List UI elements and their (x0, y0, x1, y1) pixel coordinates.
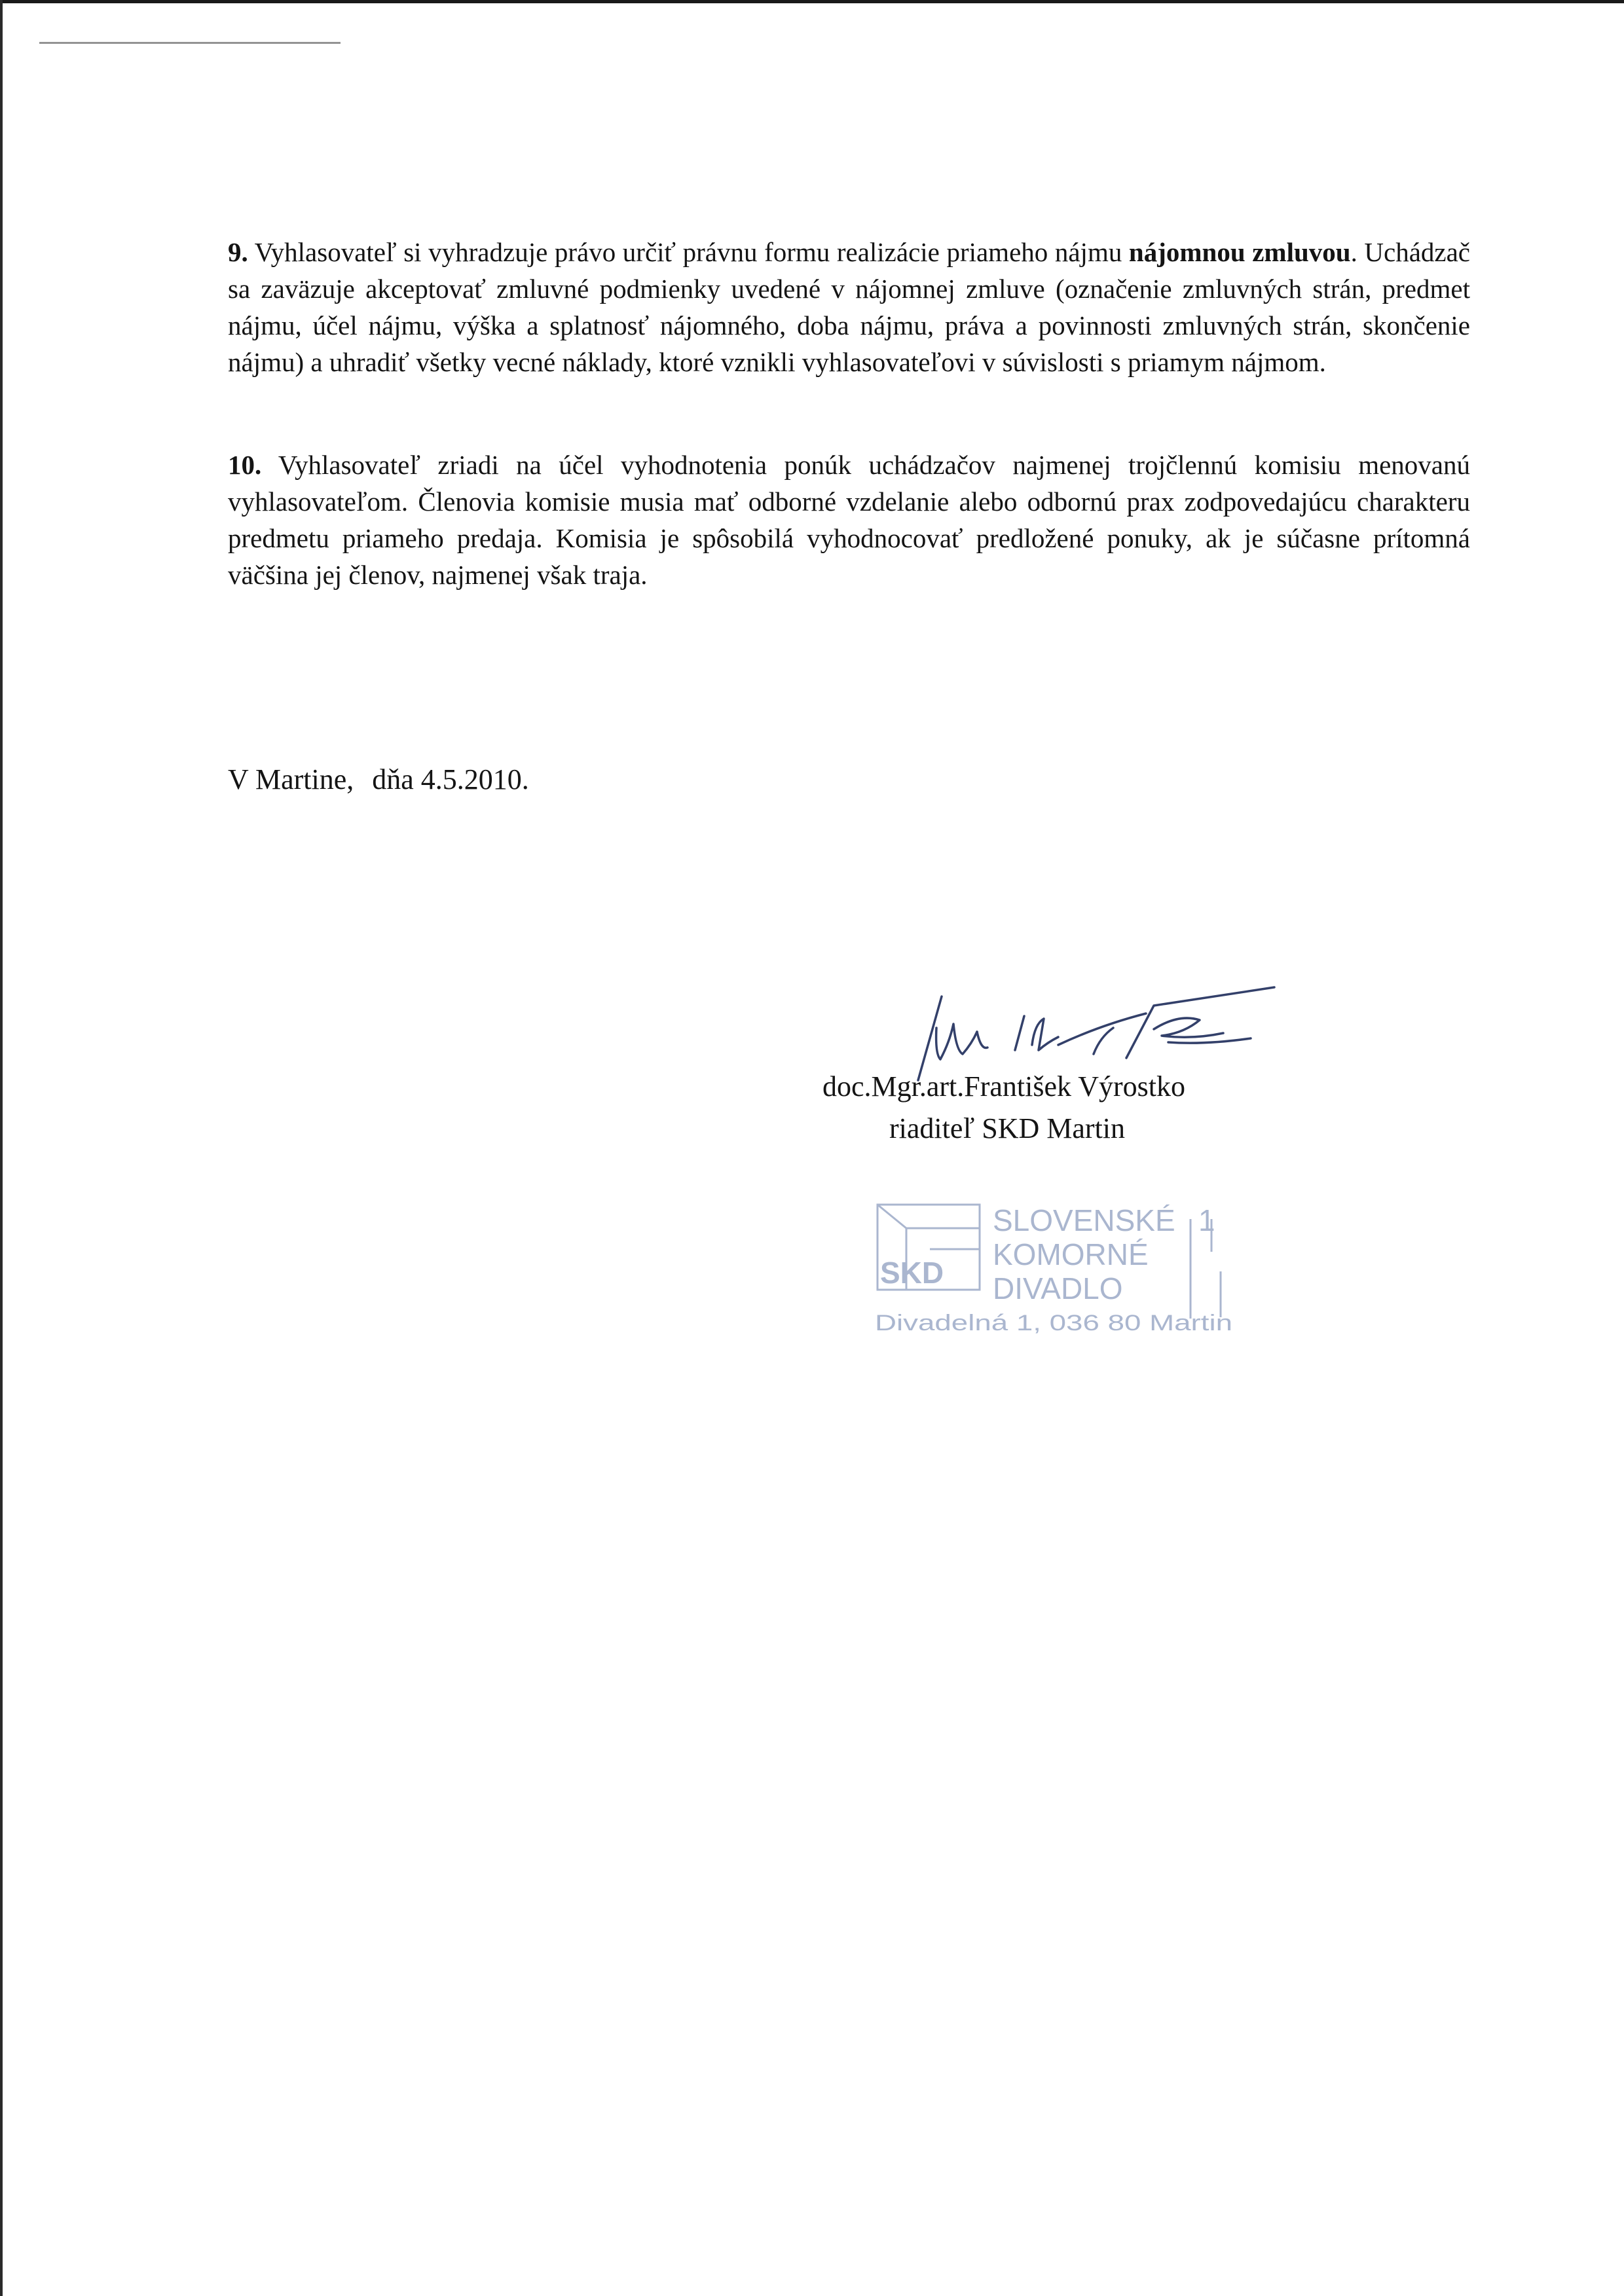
paragraph-10-number: 10. (228, 450, 262, 480)
stamp-line3: DIVADLO (993, 1271, 1123, 1305)
paragraph-10-text: Vyhlasovateľ zriadi na účel vyhodnotenia ponúk uchádzačov najmenej trojčlennú komisiu menovanú vyhlasovateľom. Členovia komisie musia mať odborné vzdelanie alebo odbornú prax zodpovedajúcu charakteru predmetu priameho predaja. Komisia je spôsobilá vyhodnocovať predložené ponuky, ak je súčasne prítomná väčšina jej členov, najmenej však traja. (228, 450, 1470, 590)
signer-name: doc.Mgr.art.František Výrostko (822, 1070, 1186, 1102)
scan-edge-top (0, 0, 1624, 3)
date: dňa 4.5.2010. (372, 763, 529, 795)
place: V Martine, (228, 763, 354, 795)
scan-artifact-line (39, 42, 341, 44)
paragraph-9-text-before: Vyhlasovateľ si vyhradzuje právo určiť právnu formu realizácie priameho nájmu (248, 237, 1129, 267)
stamp-line1: SLOVENSKÉ (993, 1203, 1175, 1237)
paragraph-9-text-after: . Uchádzač sa zaväzuje akceptovať zmluvné podmienky uvedené v nájomnej zmluve (označenie zmluvných strán, predmet nájmu, účel nájmu, výška a splatnosť nájomného, doba nájmu, práva a povinnosti zmluvných strán, skončenie nájmu) a uhradiť všetky vecné náklady, ktoré vznikli vyhlasovateľovi v súvislosti s priamym nájmom. (228, 237, 1470, 377)
stamp-number: 1 (1198, 1203, 1215, 1237)
theatre-stamp (871, 1199, 1238, 1337)
paragraph-9 (228, 234, 1470, 380)
stamp-line2: KOMORNÉ (993, 1237, 1149, 1271)
stamp-logo: SKD (880, 1256, 944, 1290)
signer-role: riaditeľ SKD Martin (889, 1112, 1126, 1144)
place-date (228, 761, 529, 798)
paragraph-10 (228, 446, 1470, 593)
scan-edge-left (0, 0, 3, 2296)
stamp-address: Divadelná 1, 036 80 Martin (875, 1311, 1232, 1336)
paragraph-9-bold-phrase: nájomnou zmluvou (1128, 237, 1351, 267)
paragraph-9-number: 9. (228, 237, 248, 267)
